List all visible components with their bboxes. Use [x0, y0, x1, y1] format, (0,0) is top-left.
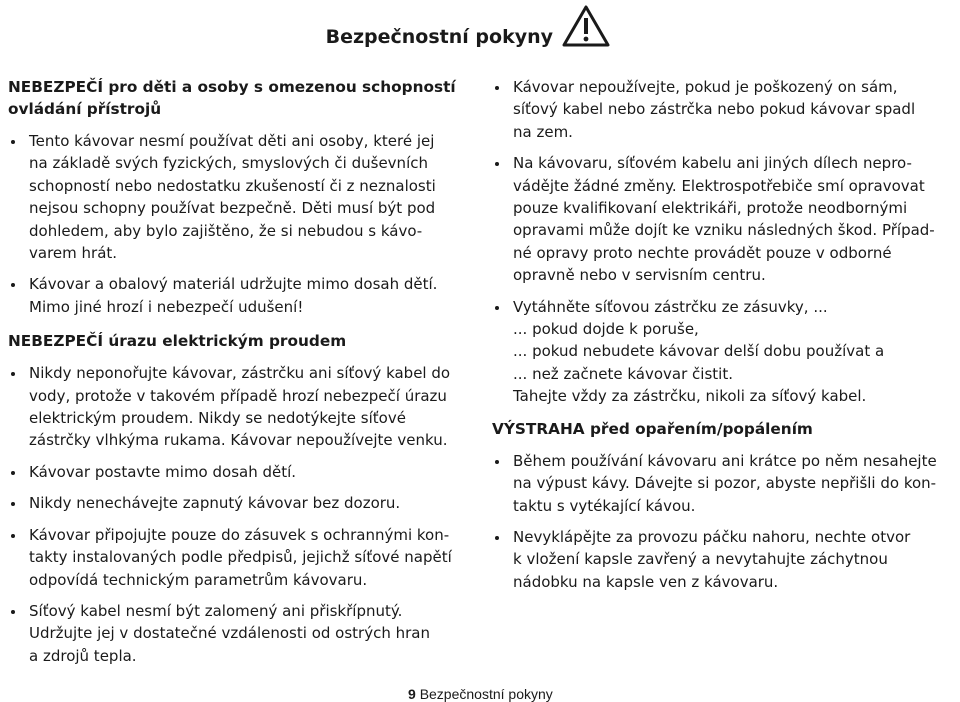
- page-header: [0, 0, 960, 60]
- page-title: Bezpečnostní pokyny: [325, 26, 553, 48]
- warning-triangle-icon: [561, 4, 611, 48]
- text-line: na výpust kávy. Dávejte si pozor, abyste nepřišli do kon-: [513, 474, 937, 493]
- burn-warning-list: [492, 450, 956, 593]
- list-item: [8, 461, 472, 483]
- text-line: elektrickým proudem. Nikdy se nedotýkejte síťové: [29, 409, 406, 428]
- page-number: 9: [408, 686, 416, 702]
- text-line: Vytáhněte síťovou zástrčku ze zásuvky, ...: [513, 297, 828, 316]
- section-title-burn-warning: VÝSTRAHA před opařením/popálením: [492, 419, 813, 438]
- text-line: k vložení kapsle zavřený a nevytahujte záchytnou: [513, 550, 888, 569]
- title-line: NEBEZPEČÍ pro děti a osoby s omezenou schopností: [8, 78, 456, 96]
- text-line: Síťový kabel nesmí být zalomený ani přiskřípnutý.: [29, 601, 403, 620]
- list-item: [8, 492, 472, 514]
- text-line: Kávovar připojujte pouze do zásuvek s ochrannými kon-: [29, 525, 450, 544]
- text-line: schopností nebo nedostatku zkušeností či z neznalosti: [29, 176, 436, 195]
- list-item: [8, 600, 472, 667]
- right-column: [492, 76, 956, 602]
- list-item: [492, 526, 956, 593]
- text-line: pouze kvalifikovaní elektrikáři, protože neodbornými: [513, 199, 908, 218]
- text-line: Kávovar a obalový materiál udržujte mimo dosah dětí.: [29, 275, 438, 294]
- text-line: Nikdy neponořujte kávovar, zástrčku ani síťový kabel do: [29, 364, 451, 383]
- text-line: vody, protože v takovém případě hrozí nebezpečí úrazu: [29, 386, 447, 405]
- text-line: nejsou schopny používat bezpečně. Děti musí být pod: [29, 199, 436, 218]
- list-item: [8, 130, 472, 264]
- electric-danger-list: [8, 362, 472, 667]
- list-item: [8, 362, 472, 452]
- text-line: Tento kávovar nesmí používat děti ani osoby, které jej: [29, 132, 435, 150]
- text-line: Nikdy nenechávejte zapnutý kávovar bez dozoru.: [29, 494, 401, 513]
- text-line: vádějte žádné změny. Elektrospotřebiče smí opravovat: [513, 176, 925, 195]
- text-line: né opravy proto nechte provádět pouze v odborné: [513, 243, 892, 262]
- text-line: odpovídá technickým parametrům kávovaru.: [29, 570, 368, 589]
- text-line: taktu s vytékající kávou.: [513, 496, 696, 515]
- section-title-electric-danger: NEBEZPEČÍ úrazu elektrickým proudem: [8, 332, 347, 351]
- text-line: ... než začnete kávovar čistit.: [513, 364, 733, 383]
- children-danger-list: [8, 130, 472, 318]
- list-item: [492, 296, 956, 408]
- list-item: [492, 450, 956, 517]
- left-column: [8, 76, 472, 676]
- list-item: [8, 273, 472, 318]
- text-line: Mimo jiné hrozí i nebezpečí udušení!: [29, 297, 304, 316]
- text-line: opravně nebo v servisním centru.: [513, 266, 766, 285]
- device-damage-list: [492, 76, 956, 408]
- text-line: opravami může dojít ke vzniku následných škod. Případ-: [513, 221, 935, 240]
- list-item: [492, 152, 956, 286]
- text-line: na základě svých fyzických, smyslových či duševních: [29, 154, 428, 173]
- text-line: ... pokud dojde k poruše,: [513, 320, 699, 339]
- list-item: [492, 76, 956, 143]
- page-footer: [408, 686, 553, 702]
- section-title-children-danger: [8, 76, 472, 120]
- text-line: Na kávovaru, síťovém kabelu ani jiných dílech nepro-: [513, 154, 912, 173]
- text-line: Během používání kávovaru ani krátce po něm nesahejte: [513, 451, 937, 470]
- text-line: varem hrát.: [29, 244, 118, 263]
- text-line: Nevyklápějte za provozu páčku nahoru, nechte otvor: [513, 527, 911, 546]
- text-line: nádobku na kapsle ven z kávovaru.: [513, 572, 779, 591]
- text-line: síťový kabel nebo zástrčka nebo pokud kávovar spadl: [513, 100, 916, 119]
- text-line: Kávovar nepoužívejte, pokud je poškozený on sám,: [513, 78, 898, 96]
- text-line: ... pokud nebudete kávovar delší dobu používat a: [513, 342, 885, 361]
- text-line: zástrčky vlhkýma rukama. Kávovar nepoužívejte venku.: [29, 431, 448, 450]
- text-line: a zdrojů tepla.: [29, 646, 137, 665]
- text-line: na zem.: [513, 122, 573, 141]
- footer-text: Bezpečnostní pokyny: [419, 686, 553, 702]
- text-line: Udržujte jej v dostatečné vzdálenosti od ostrých hran: [29, 624, 430, 643]
- text-line: takty instalovaných podle předpisů, jejichž síťové napětí: [29, 548, 452, 567]
- text-line: dohledem, aby bylo zajištěno, že si nebudou s kávo-: [29, 221, 423, 240]
- title-line: ovládání přístrojů: [8, 100, 162, 118]
- text-line: Kávovar postavte mimo dosah dětí.: [29, 462, 297, 481]
- text-line: Tahejte vždy za zástrčku, nikoli za síťový kabel.: [513, 387, 867, 406]
- list-item: [8, 524, 472, 591]
